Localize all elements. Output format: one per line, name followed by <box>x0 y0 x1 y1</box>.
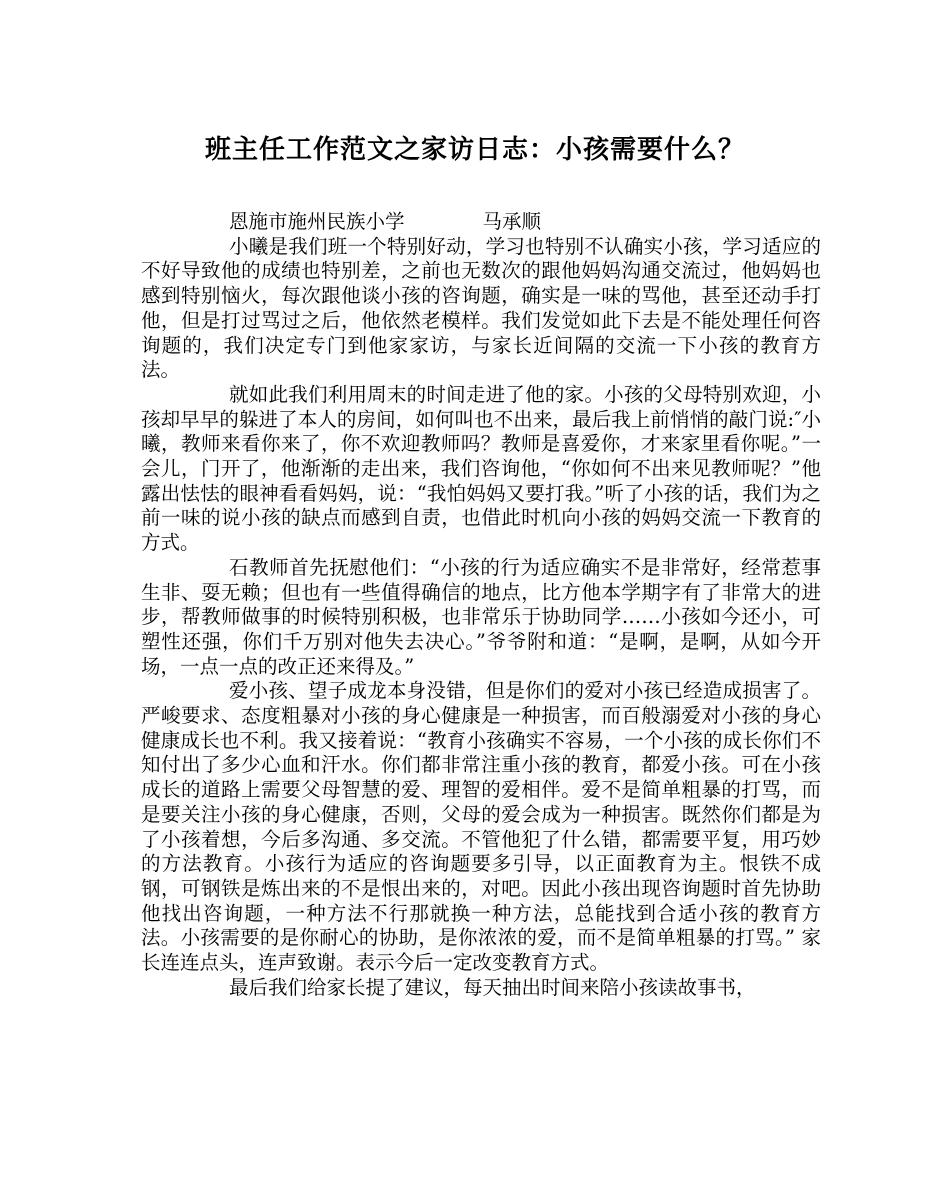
paragraph-3: 石教师首先抚慰他们：“小孩的行为适应确实不是非常好，经常惹事生非、耍无赖；但也有一些值得确信的地点，比方他本学期字有了非常大的进步，帮教师做事的时候特别积极，也非常乐于协助同学……小孩如今还小，可塑性还强，你们千万别对他失去决心。”爷爷附和道：“是啊，是啊，从如今开场，一点一点的改正还来得及。” <box>141 555 821 678</box>
paragraph-1: 小曦是我们班一个特别好动，学习也特别不认确实小孩，学习适应的不好导致他的成绩也特别差，之前也无数次的跟他妈妈沟通交流过，他妈妈也感到特别恼火，每次跟他谈小孩的咨询题，确实是一味的骂他，甚至还动手打他，但是打过骂过之后，他依然老模样。我们发觉如此下去是不能处理任何咨询题的，我们决定专门到他家家访，与家长近间隔的交流一下小孩的教育方法。 <box>141 234 821 382</box>
page-title: 班主任工作范文之家访日志：小孩需要什么？ <box>204 135 745 165</box>
body-text <box>141 210 821 1001</box>
author-name: 马承顺 <box>482 210 542 233</box>
byline <box>229 210 821 235</box>
paragraph-2: 就如此我们利用周末的时间走进了他的家。小孩的父母特别欢迎，小孩却早早的躲进了本人的房间，如何叫也不出来，最后我上前悄悄的敲门说:″小曦，教师来看你来了，你不欢迎教师吗？教师是喜爱你，才来家里看你呢。”一会儿，门开了，他渐渐的走出来，我们咨询他，“你如何不出来见教师呢？”他露出怯怯的眼神看看妈妈，说：“我怕妈妈又要打我。”听了小孩的话，我们为之前一味的说小孩的缺点而感到自责，也借此时机向小孩的妈妈交流一下教育的方式。 <box>141 382 821 555</box>
school-name: 恩施市施州民族小学 <box>229 210 405 233</box>
paragraph-5: 最后我们给家长提了建议，每天抽出时间来陪小孩读故事书， <box>229 975 756 999</box>
paragraph-4: 爱小孩、望子成龙本身没错，但是你们的爱对小孩已经造成损害了。严峻要求、态度粗暴对小孩的身心健康是一种损害，而百般溺爱对小孩的身心健康成长也不利。我又接着说：“教育小孩确实不容易，一个小孩的成长你们不知付出了多少心血和汗水。你们都非常注重小孩的教育，都爱小孩。可在小孩成长的道路上需要父母智慧的爱、理智的爱相伴。爱不是简单粗暴的打骂，而是要关注小孩的身心健康，否则，父母的爱会成为一种损害。既然你们都是为了小孩着想，今后多沟通、多交流。不管他犯了什么错，都需要平复，用巧妙的方法教育。小孩行为适应的咨询题要多引导，以正面教育为主。恨铁不成钢，可钢铁是炼出来的不是恨出来的，对吧。因此小孩出现咨询题时首先协助他找出咨询题，一种方法不行那就换一种方法，总能找到合适小孩的教育方法。小孩需要的是你耐心的协助，是你浓浓的爱，而不是简单粗暴的打骂。” 家长连连点头，连声致谢。表示今后一定改变教育方式。 <box>141 679 821 975</box>
